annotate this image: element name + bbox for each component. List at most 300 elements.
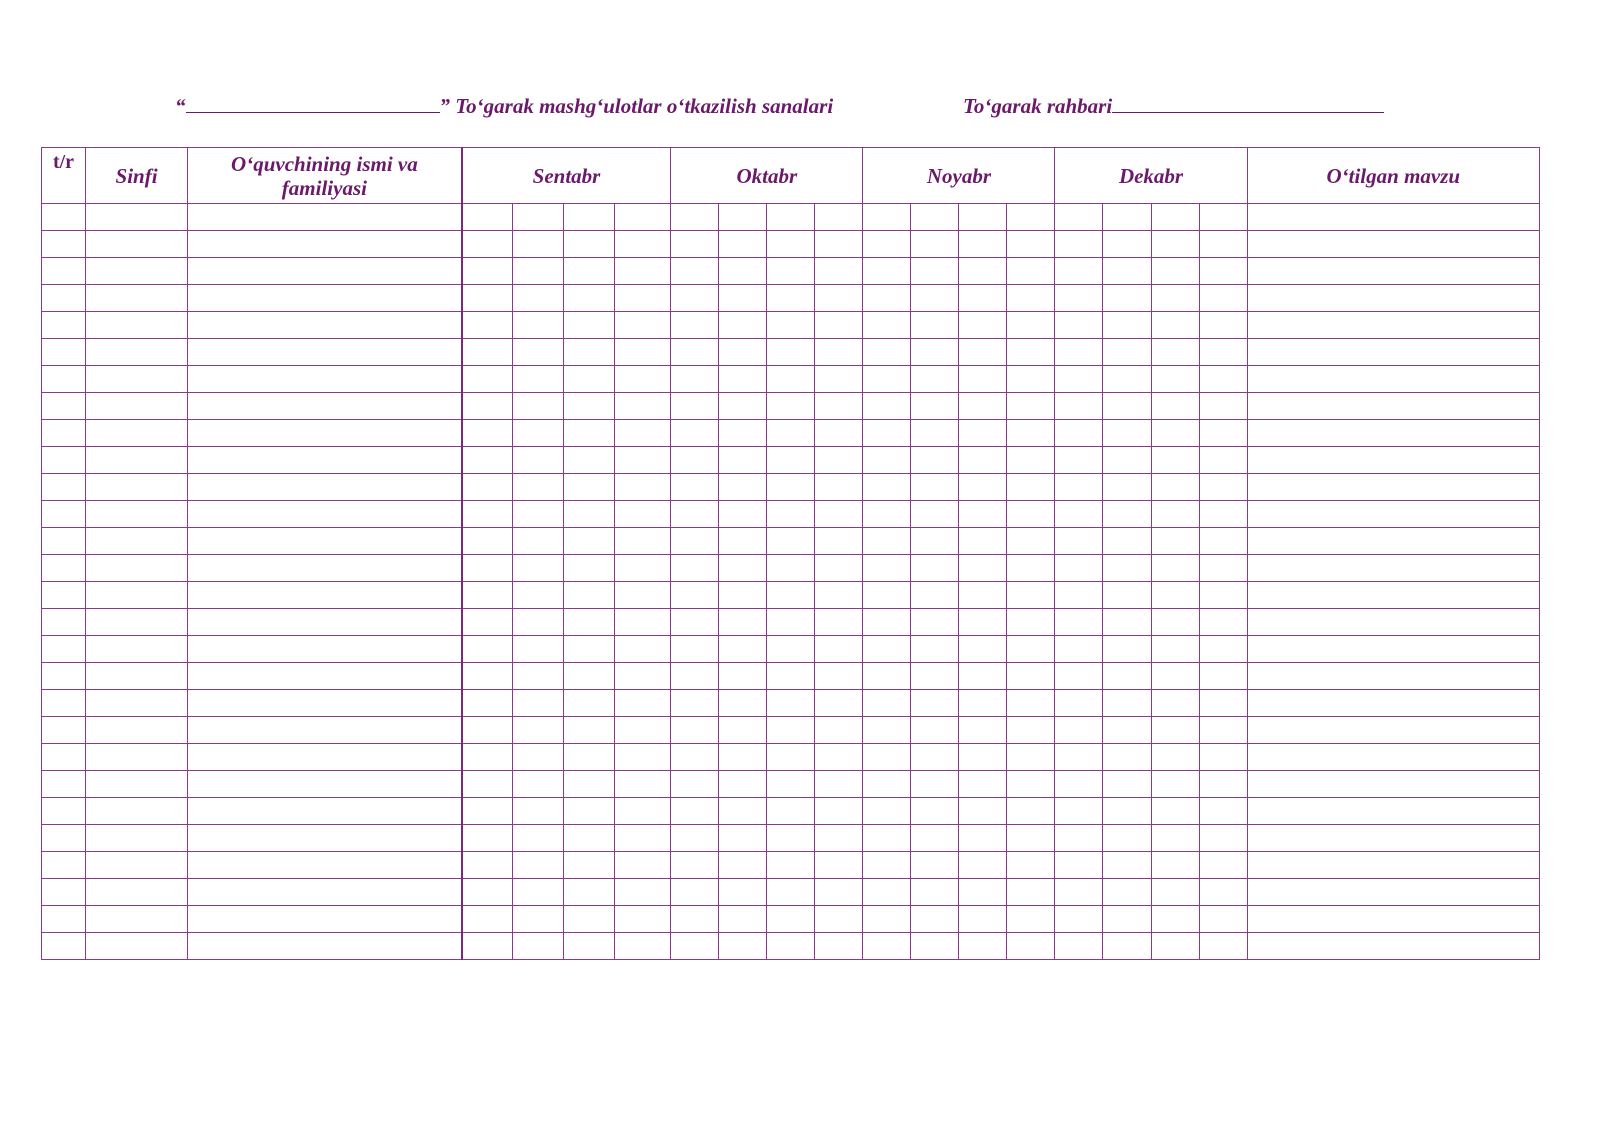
cell-date-mark[interactable]	[513, 204, 564, 231]
cell-student-name[interactable]	[188, 879, 462, 906]
cell-student-name[interactable]	[188, 204, 462, 231]
cell-student-name[interactable]	[188, 420, 462, 447]
cell-date-mark[interactable]	[863, 285, 911, 312]
cell-topic[interactable]	[1247, 447, 1539, 474]
cell-date-mark[interactable]	[959, 231, 1007, 258]
cell-date-mark[interactable]	[1151, 636, 1199, 663]
cell-date-mark[interactable]	[1055, 393, 1103, 420]
cell-date-mark[interactable]	[767, 312, 815, 339]
cell-date-mark[interactable]	[815, 258, 863, 285]
cell-date-mark[interactable]	[1055, 474, 1103, 501]
cell-date-mark[interactable]	[513, 717, 564, 744]
cell-date-mark[interactable]	[911, 879, 959, 906]
cell-number[interactable]	[42, 231, 86, 258]
cell-number[interactable]	[42, 366, 86, 393]
cell-date-mark[interactable]	[564, 744, 615, 771]
cell-date-mark[interactable]	[615, 636, 671, 663]
cell-student-name[interactable]	[188, 852, 462, 879]
cell-date-mark[interactable]	[671, 447, 719, 474]
cell-topic[interactable]	[1247, 312, 1539, 339]
cell-date-mark[interactable]	[719, 312, 767, 339]
cell-date-mark[interactable]	[1007, 717, 1055, 744]
cell-date-mark[interactable]	[1055, 582, 1103, 609]
cell-date-mark[interactable]	[959, 420, 1007, 447]
cell-date-mark[interactable]	[959, 447, 1007, 474]
cell-class[interactable]	[86, 393, 188, 420]
cell-date-mark[interactable]	[462, 609, 513, 636]
cell-date-mark[interactable]	[767, 744, 815, 771]
cell-date-mark[interactable]	[564, 663, 615, 690]
cell-date-mark[interactable]	[719, 690, 767, 717]
cell-date-mark[interactable]	[615, 204, 671, 231]
cell-date-mark[interactable]	[815, 420, 863, 447]
cell-date-mark[interactable]	[767, 285, 815, 312]
cell-date-mark[interactable]	[1103, 879, 1151, 906]
cell-date-mark[interactable]	[671, 906, 719, 933]
cell-date-mark[interactable]	[1055, 555, 1103, 582]
cell-date-mark[interactable]	[863, 609, 911, 636]
cell-date-mark[interactable]	[863, 555, 911, 582]
cell-date-mark[interactable]	[513, 825, 564, 852]
cell-date-mark[interactable]	[719, 609, 767, 636]
cell-date-mark[interactable]	[1199, 366, 1247, 393]
cell-student-name[interactable]	[188, 555, 462, 582]
cell-date-mark[interactable]	[719, 636, 767, 663]
cell-number[interactable]	[42, 798, 86, 825]
cell-date-mark[interactable]	[1199, 501, 1247, 528]
cell-date-mark[interactable]	[462, 447, 513, 474]
cell-date-mark[interactable]	[1103, 825, 1151, 852]
cell-topic[interactable]	[1247, 285, 1539, 312]
cell-date-mark[interactable]	[863, 258, 911, 285]
cell-date-mark[interactable]	[671, 204, 719, 231]
cell-date-mark[interactable]	[671, 744, 719, 771]
cell-date-mark[interactable]	[671, 474, 719, 501]
cell-date-mark[interactable]	[671, 555, 719, 582]
cell-class[interactable]	[86, 555, 188, 582]
cell-number[interactable]	[42, 717, 86, 744]
cell-number[interactable]	[42, 285, 86, 312]
cell-date-mark[interactable]	[1199, 744, 1247, 771]
cell-date-mark[interactable]	[1007, 312, 1055, 339]
cell-date-mark[interactable]	[1055, 636, 1103, 663]
cell-date-mark[interactable]	[1151, 825, 1199, 852]
cell-date-mark[interactable]	[1055, 501, 1103, 528]
cell-date-mark[interactable]	[615, 879, 671, 906]
cell-date-mark[interactable]	[1151, 852, 1199, 879]
cell-date-mark[interactable]	[767, 825, 815, 852]
cell-date-mark[interactable]	[1151, 339, 1199, 366]
cell-date-mark[interactable]	[1151, 204, 1199, 231]
cell-date-mark[interactable]	[1055, 852, 1103, 879]
cell-date-mark[interactable]	[767, 690, 815, 717]
cell-date-mark[interactable]	[863, 231, 911, 258]
cell-date-mark[interactable]	[1103, 231, 1151, 258]
cell-date-mark[interactable]	[815, 879, 863, 906]
cell-date-mark[interactable]	[959, 690, 1007, 717]
cell-date-mark[interactable]	[911, 312, 959, 339]
cell-date-mark[interactable]	[863, 933, 911, 960]
cell-student-name[interactable]	[188, 393, 462, 420]
cell-class[interactable]	[86, 285, 188, 312]
cell-date-mark[interactable]	[1007, 447, 1055, 474]
cell-date-mark[interactable]	[1055, 771, 1103, 798]
cell-date-mark[interactable]	[863, 825, 911, 852]
cell-date-mark[interactable]	[1007, 825, 1055, 852]
cell-date-mark[interactable]	[911, 231, 959, 258]
cell-topic[interactable]	[1247, 555, 1539, 582]
cell-date-mark[interactable]	[462, 879, 513, 906]
cell-date-mark[interactable]	[1007, 555, 1055, 582]
cell-date-mark[interactable]	[1007, 582, 1055, 609]
cell-date-mark[interactable]	[564, 501, 615, 528]
cell-date-mark[interactable]	[1103, 366, 1151, 393]
cell-date-mark[interactable]	[513, 744, 564, 771]
cell-date-mark[interactable]	[911, 501, 959, 528]
cell-date-mark[interactable]	[564, 393, 615, 420]
cell-class[interactable]	[86, 609, 188, 636]
cell-date-mark[interactable]	[615, 393, 671, 420]
cell-date-mark[interactable]	[1007, 744, 1055, 771]
cell-date-mark[interactable]	[1199, 906, 1247, 933]
cell-date-mark[interactable]	[959, 933, 1007, 960]
cell-date-mark[interactable]	[959, 744, 1007, 771]
cell-class[interactable]	[86, 663, 188, 690]
cell-date-mark[interactable]	[462, 393, 513, 420]
cell-date-mark[interactable]	[564, 933, 615, 960]
cell-date-mark[interactable]	[1055, 717, 1103, 744]
cell-student-name[interactable]	[188, 663, 462, 690]
cell-date-mark[interactable]	[815, 798, 863, 825]
cell-date-mark[interactable]	[767, 609, 815, 636]
cell-number[interactable]	[42, 258, 86, 285]
cell-date-mark[interactable]	[863, 690, 911, 717]
cell-date-mark[interactable]	[719, 339, 767, 366]
cell-date-mark[interactable]	[462, 717, 513, 744]
cell-date-mark[interactable]	[1007, 258, 1055, 285]
cell-student-name[interactable]	[188, 717, 462, 744]
cell-date-mark[interactable]	[911, 339, 959, 366]
cell-date-mark[interactable]	[564, 771, 615, 798]
cell-date-mark[interactable]	[1103, 420, 1151, 447]
cell-class[interactable]	[86, 420, 188, 447]
cell-date-mark[interactable]	[1007, 474, 1055, 501]
cell-date-mark[interactable]	[719, 879, 767, 906]
cell-date-mark[interactable]	[959, 339, 1007, 366]
cell-date-mark[interactable]	[911, 393, 959, 420]
cell-class[interactable]	[86, 528, 188, 555]
cell-date-mark[interactable]	[564, 717, 615, 744]
cell-date-mark[interactable]	[1103, 204, 1151, 231]
cell-date-mark[interactable]	[1199, 204, 1247, 231]
cell-date-mark[interactable]	[911, 204, 959, 231]
cell-number[interactable]	[42, 879, 86, 906]
cell-date-mark[interactable]	[615, 339, 671, 366]
cell-date-mark[interactable]	[671, 231, 719, 258]
cell-date-mark[interactable]	[513, 312, 564, 339]
cell-date-mark[interactable]	[462, 312, 513, 339]
cell-date-mark[interactable]	[462, 285, 513, 312]
cell-date-mark[interactable]	[1055, 933, 1103, 960]
cell-date-mark[interactable]	[564, 636, 615, 663]
cell-date-mark[interactable]	[462, 204, 513, 231]
cell-date-mark[interactable]	[462, 501, 513, 528]
cell-date-mark[interactable]	[1199, 528, 1247, 555]
cell-date-mark[interactable]	[911, 420, 959, 447]
cell-date-mark[interactable]	[564, 258, 615, 285]
cell-date-mark[interactable]	[1199, 879, 1247, 906]
cell-date-mark[interactable]	[1103, 393, 1151, 420]
cell-date-mark[interactable]	[911, 771, 959, 798]
cell-date-mark[interactable]	[1151, 393, 1199, 420]
cell-date-mark[interactable]	[1055, 339, 1103, 366]
cell-date-mark[interactable]	[767, 393, 815, 420]
cell-date-mark[interactable]	[911, 825, 959, 852]
cell-date-mark[interactable]	[1055, 285, 1103, 312]
cell-date-mark[interactable]	[513, 771, 564, 798]
cell-date-mark[interactable]	[513, 663, 564, 690]
cell-date-mark[interactable]	[959, 852, 1007, 879]
cell-student-name[interactable]	[188, 285, 462, 312]
cell-date-mark[interactable]	[671, 690, 719, 717]
cell-student-name[interactable]	[188, 825, 462, 852]
cell-date-mark[interactable]	[671, 636, 719, 663]
cell-date-mark[interactable]	[815, 636, 863, 663]
cell-date-mark[interactable]	[513, 609, 564, 636]
cell-date-mark[interactable]	[863, 771, 911, 798]
cell-date-mark[interactable]	[911, 555, 959, 582]
cell-date-mark[interactable]	[719, 771, 767, 798]
cell-date-mark[interactable]	[462, 906, 513, 933]
cell-date-mark[interactable]	[719, 501, 767, 528]
cell-class[interactable]	[86, 447, 188, 474]
cell-date-mark[interactable]	[1103, 474, 1151, 501]
cell-number[interactable]	[42, 204, 86, 231]
cell-student-name[interactable]	[188, 312, 462, 339]
cell-date-mark[interactable]	[959, 366, 1007, 393]
cell-date-mark[interactable]	[1151, 528, 1199, 555]
cell-student-name[interactable]	[188, 636, 462, 663]
cell-student-name[interactable]	[188, 501, 462, 528]
cell-date-mark[interactable]	[815, 555, 863, 582]
cell-date-mark[interactable]	[1007, 501, 1055, 528]
cell-date-mark[interactable]	[671, 717, 719, 744]
cell-date-mark[interactable]	[564, 420, 615, 447]
cell-topic[interactable]	[1247, 474, 1539, 501]
cell-date-mark[interactable]	[564, 609, 615, 636]
cell-topic[interactable]	[1247, 582, 1539, 609]
cell-date-mark[interactable]	[1007, 420, 1055, 447]
cell-date-mark[interactable]	[1103, 744, 1151, 771]
cell-date-mark[interactable]	[1199, 609, 1247, 636]
cell-date-mark[interactable]	[1055, 366, 1103, 393]
cell-date-mark[interactable]	[1103, 528, 1151, 555]
cell-number[interactable]	[42, 825, 86, 852]
cell-date-mark[interactable]	[1007, 906, 1055, 933]
cell-date-mark[interactable]	[1103, 258, 1151, 285]
cell-date-mark[interactable]	[615, 906, 671, 933]
cell-date-mark[interactable]	[863, 852, 911, 879]
cell-date-mark[interactable]	[462, 231, 513, 258]
cell-number[interactable]	[42, 690, 86, 717]
cell-date-mark[interactable]	[767, 771, 815, 798]
cell-date-mark[interactable]	[671, 582, 719, 609]
cell-date-mark[interactable]	[671, 420, 719, 447]
cell-date-mark[interactable]	[615, 366, 671, 393]
cell-topic[interactable]	[1247, 366, 1539, 393]
cell-date-mark[interactable]	[564, 798, 615, 825]
cell-topic[interactable]	[1247, 258, 1539, 285]
cell-date-mark[interactable]	[615, 798, 671, 825]
cell-date-mark[interactable]	[767, 636, 815, 663]
cell-student-name[interactable]	[188, 582, 462, 609]
cell-date-mark[interactable]	[1199, 555, 1247, 582]
cell-date-mark[interactable]	[863, 312, 911, 339]
cell-date-mark[interactable]	[615, 771, 671, 798]
cell-date-mark[interactable]	[1055, 609, 1103, 636]
cell-topic[interactable]	[1247, 825, 1539, 852]
cell-date-mark[interactable]	[462, 636, 513, 663]
cell-date-mark[interactable]	[863, 582, 911, 609]
cell-class[interactable]	[86, 717, 188, 744]
cell-date-mark[interactable]	[767, 852, 815, 879]
cell-date-mark[interactable]	[1103, 906, 1151, 933]
cell-date-mark[interactable]	[1103, 555, 1151, 582]
cell-class[interactable]	[86, 744, 188, 771]
cell-date-mark[interactable]	[1103, 312, 1151, 339]
cell-topic[interactable]	[1247, 879, 1539, 906]
cell-date-mark[interactable]	[1007, 690, 1055, 717]
cell-topic[interactable]	[1247, 771, 1539, 798]
cell-date-mark[interactable]	[815, 933, 863, 960]
cell-date-mark[interactable]	[1055, 231, 1103, 258]
cell-date-mark[interactable]	[815, 204, 863, 231]
cell-date-mark[interactable]	[462, 663, 513, 690]
cell-date-mark[interactable]	[815, 744, 863, 771]
cell-date-mark[interactable]	[1199, 474, 1247, 501]
cell-date-mark[interactable]	[911, 798, 959, 825]
cell-date-mark[interactable]	[615, 555, 671, 582]
cell-date-mark[interactable]	[767, 906, 815, 933]
cell-date-mark[interactable]	[767, 204, 815, 231]
cell-number[interactable]	[42, 609, 86, 636]
cell-number[interactable]	[42, 501, 86, 528]
cell-date-mark[interactable]	[863, 663, 911, 690]
cell-class[interactable]	[86, 825, 188, 852]
cell-date-mark[interactable]	[1055, 825, 1103, 852]
cell-date-mark[interactable]	[959, 663, 1007, 690]
cell-date-mark[interactable]	[719, 474, 767, 501]
cell-date-mark[interactable]	[462, 852, 513, 879]
cell-class[interactable]	[86, 771, 188, 798]
cell-date-mark[interactable]	[1199, 771, 1247, 798]
cell-date-mark[interactable]	[564, 852, 615, 879]
cell-date-mark[interactable]	[462, 744, 513, 771]
cell-date-mark[interactable]	[1103, 717, 1151, 744]
cell-number[interactable]	[42, 933, 86, 960]
cell-student-name[interactable]	[188, 447, 462, 474]
cell-date-mark[interactable]	[959, 474, 1007, 501]
cell-date-mark[interactable]	[911, 933, 959, 960]
cell-date-mark[interactable]	[462, 339, 513, 366]
cell-date-mark[interactable]	[1151, 582, 1199, 609]
cell-date-mark[interactable]	[719, 204, 767, 231]
cell-date-mark[interactable]	[513, 906, 564, 933]
cell-date-mark[interactable]	[513, 420, 564, 447]
cell-class[interactable]	[86, 312, 188, 339]
cell-topic[interactable]	[1247, 204, 1539, 231]
cell-student-name[interactable]	[188, 798, 462, 825]
cell-date-mark[interactable]	[513, 231, 564, 258]
cell-date-mark[interactable]	[911, 906, 959, 933]
cell-date-mark[interactable]	[1151, 555, 1199, 582]
cell-topic[interactable]	[1247, 528, 1539, 555]
cell-date-mark[interactable]	[1199, 663, 1247, 690]
cell-date-mark[interactable]	[1007, 771, 1055, 798]
cell-date-mark[interactable]	[564, 447, 615, 474]
cell-date-mark[interactable]	[1055, 663, 1103, 690]
cell-date-mark[interactable]	[1199, 393, 1247, 420]
cell-date-mark[interactable]	[513, 528, 564, 555]
cell-date-mark[interactable]	[767, 339, 815, 366]
cell-date-mark[interactable]	[1199, 825, 1247, 852]
cell-date-mark[interactable]	[959, 798, 1007, 825]
cell-date-mark[interactable]	[1151, 879, 1199, 906]
cell-date-mark[interactable]	[462, 825, 513, 852]
cell-date-mark[interactable]	[719, 933, 767, 960]
cell-date-mark[interactable]	[462, 933, 513, 960]
cell-student-name[interactable]	[188, 474, 462, 501]
cell-date-mark[interactable]	[815, 690, 863, 717]
cell-date-mark[interactable]	[1151, 312, 1199, 339]
cell-date-mark[interactable]	[863, 339, 911, 366]
cell-class[interactable]	[86, 933, 188, 960]
cell-date-mark[interactable]	[513, 555, 564, 582]
cell-date-mark[interactable]	[767, 420, 815, 447]
cell-date-mark[interactable]	[1007, 528, 1055, 555]
cell-date-mark[interactable]	[1199, 717, 1247, 744]
cell-class[interactable]	[86, 852, 188, 879]
cell-date-mark[interactable]	[911, 285, 959, 312]
cell-date-mark[interactable]	[1199, 636, 1247, 663]
cell-topic[interactable]	[1247, 690, 1539, 717]
cell-date-mark[interactable]	[615, 258, 671, 285]
cell-date-mark[interactable]	[719, 231, 767, 258]
cell-date-mark[interactable]	[513, 447, 564, 474]
cell-topic[interactable]	[1247, 636, 1539, 663]
cell-date-mark[interactable]	[1007, 285, 1055, 312]
cell-date-mark[interactable]	[564, 825, 615, 852]
cell-date-mark[interactable]	[564, 690, 615, 717]
cell-date-mark[interactable]	[564, 231, 615, 258]
cell-date-mark[interactable]	[564, 312, 615, 339]
cell-date-mark[interactable]	[863, 636, 911, 663]
cell-date-mark[interactable]	[671, 852, 719, 879]
cell-class[interactable]	[86, 366, 188, 393]
cell-date-mark[interactable]	[615, 852, 671, 879]
cell-date-mark[interactable]	[911, 258, 959, 285]
cell-date-mark[interactable]	[959, 258, 1007, 285]
cell-date-mark[interactable]	[1007, 879, 1055, 906]
cell-date-mark[interactable]	[815, 285, 863, 312]
cell-date-mark[interactable]	[863, 420, 911, 447]
cell-date-mark[interactable]	[1007, 393, 1055, 420]
cell-date-mark[interactable]	[815, 717, 863, 744]
cell-date-mark[interactable]	[1199, 447, 1247, 474]
cell-date-mark[interactable]	[767, 501, 815, 528]
cell-date-mark[interactable]	[1199, 852, 1247, 879]
cell-date-mark[interactable]	[863, 366, 911, 393]
